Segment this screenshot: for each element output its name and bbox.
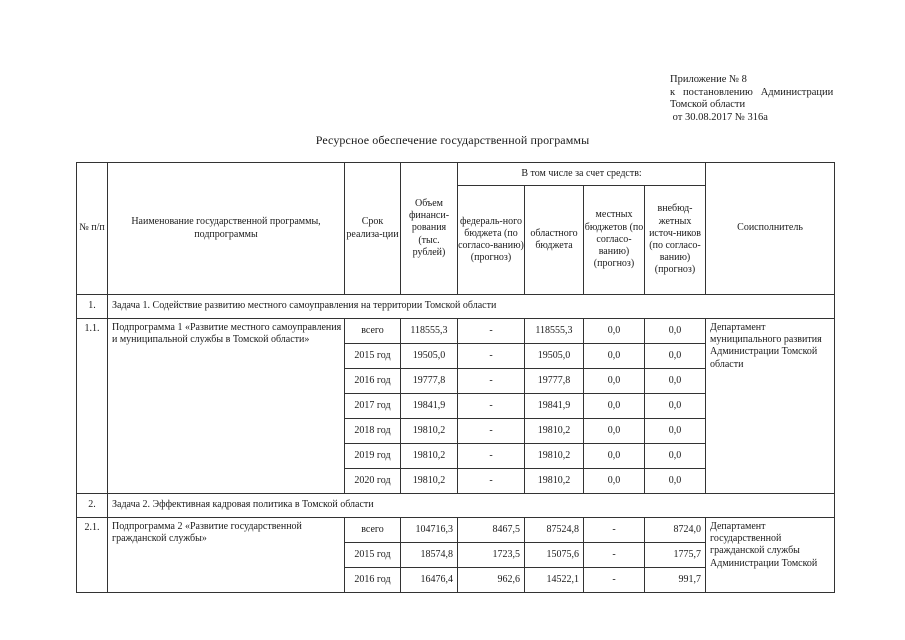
extra-cell: 8724,0	[645, 518, 706, 543]
appendix-line-3: Томской области	[670, 99, 746, 111]
extra-cell: 0,0	[645, 369, 706, 394]
extra-cell: 991,7	[645, 568, 706, 593]
table-row	[77, 518, 835, 543]
regional-cell: 118555,3	[525, 319, 584, 344]
federal-cell: 1723,5	[458, 543, 525, 568]
executor-cell: Департамент муниципального развития Администрации Томской области	[706, 319, 835, 494]
volume-cell: 19841,9	[401, 394, 458, 419]
term-cell: всего	[345, 319, 401, 344]
header-volume: Объем финанси-рования (тыс. рублей)	[401, 163, 458, 295]
extra-cell: 0,0	[645, 344, 706, 369]
term-cell: 2015 год	[345, 344, 401, 369]
executor-cell: Департамент государственной гражданской службы Администрации Томской	[706, 518, 835, 593]
document-title: Ресурсное обеспечение государственной программы	[315, 133, 590, 147]
federal-cell: -	[458, 394, 525, 419]
regional-cell: 19810,2	[525, 444, 584, 469]
term-cell: 2020 год	[345, 469, 401, 494]
extra-cell: 1775,7	[645, 543, 706, 568]
volume-cell: 19810,2	[401, 444, 458, 469]
task-num: 1.	[77, 295, 108, 319]
appendix-line-2: к постановлению Администрации	[670, 86, 834, 98]
task-text: Задача 1. Содействие развитию местного самоуправления на территории Томской области	[108, 295, 835, 319]
regional-cell: 19777,8	[525, 369, 584, 394]
federal-cell: -	[458, 344, 525, 369]
term-cell: 2019 год	[345, 444, 401, 469]
local-cell: 0,0	[584, 444, 645, 469]
term-cell: 2016 год	[345, 369, 401, 394]
term-cell: 2015 год	[345, 543, 401, 568]
header-local: местных бюджетов (по согласо-ванию) (прогноз)	[584, 186, 645, 295]
header-extra: внебюд-жетных источ-ников (по согласо-ванию) (прогноз)	[645, 186, 706, 295]
regional-cell: 19810,2	[525, 419, 584, 444]
task-num: 2.	[77, 494, 108, 518]
local-cell: 0,0	[584, 369, 645, 394]
task-text: Задача 2. Эффективная кадровая политика в Томской области	[108, 494, 835, 518]
federal-cell: -	[458, 469, 525, 494]
federal-cell: 8467,5	[458, 518, 525, 543]
term-cell: 2018 год	[345, 419, 401, 444]
volume-cell: 19810,2	[401, 469, 458, 494]
federal-cell: -	[458, 319, 525, 344]
term-cell: всего	[345, 518, 401, 543]
local-cell: -	[584, 518, 645, 543]
appendix-line-4: от 30.08.2017 № 316а	[670, 111, 768, 123]
header-term: Срок реализа-ции	[345, 163, 401, 295]
federal-cell: -	[458, 369, 525, 394]
regional-cell: 19810,2	[525, 469, 584, 494]
local-cell: 0,0	[584, 419, 645, 444]
volume-cell: 16476,4	[401, 568, 458, 593]
subprogram-num: 1.1.	[77, 319, 108, 494]
header-federal: федераль-ного бюджета (по согласо-ванию) (прогноз)	[458, 186, 525, 295]
federal-cell: -	[458, 444, 525, 469]
local-cell: -	[584, 568, 645, 593]
subprogram-name: Подпрограмма 1 «Развитие местного самоуправления и муниципальной службы в Томской области»	[108, 319, 345, 494]
volume-cell: 19505,0	[401, 344, 458, 369]
header-regional: областного бюджета	[525, 186, 584, 295]
local-cell: 0,0	[584, 344, 645, 369]
table-row	[77, 319, 835, 344]
regional-cell: 87524,8	[525, 518, 584, 543]
extra-cell: 0,0	[645, 394, 706, 419]
volume-cell: 19810,2	[401, 419, 458, 444]
term-cell: 2016 год	[345, 568, 401, 593]
federal-cell: 962,6	[458, 568, 525, 593]
volume-cell: 18574,8	[401, 543, 458, 568]
extra-cell: 0,0	[645, 444, 706, 469]
task-row	[77, 494, 835, 518]
header-num: № п/п	[77, 163, 108, 295]
task-row	[77, 295, 835, 319]
appendix-note	[670, 74, 870, 124]
subprogram-num: 2.1.	[77, 518, 108, 593]
header-including: В том числе за счет средств:	[458, 163, 706, 186]
volume-cell: 19777,8	[401, 369, 458, 394]
regional-cell: 14522,1	[525, 568, 584, 593]
extra-cell: 0,0	[645, 319, 706, 344]
local-cell: 0,0	[584, 469, 645, 494]
regional-cell: 19505,0	[525, 344, 584, 369]
extra-cell: 0,0	[645, 469, 706, 494]
extra-cell: 0,0	[645, 419, 706, 444]
local-cell: 0,0	[584, 319, 645, 344]
volume-cell: 104716,3	[401, 518, 458, 543]
header-name: Наименование государственной программы, подпрограммы	[108, 163, 345, 295]
local-cell: 0,0	[584, 394, 645, 419]
header-executor: Соисполнитель	[706, 163, 835, 295]
appendix-line-1: Приложение № 8	[670, 74, 747, 85]
volume-cell: 118555,3	[401, 319, 458, 344]
local-cell: -	[584, 543, 645, 568]
page-bottom-mask	[76, 595, 834, 640]
resource-table	[76, 162, 835, 593]
federal-cell: -	[458, 419, 525, 444]
subprogram-name: Подпрограмма 2 «Развитие государственной гражданской службы»	[108, 518, 345, 593]
regional-cell: 19841,9	[525, 394, 584, 419]
regional-cell: 15075,6	[525, 543, 584, 568]
term-cell: 2017 год	[345, 394, 401, 419]
